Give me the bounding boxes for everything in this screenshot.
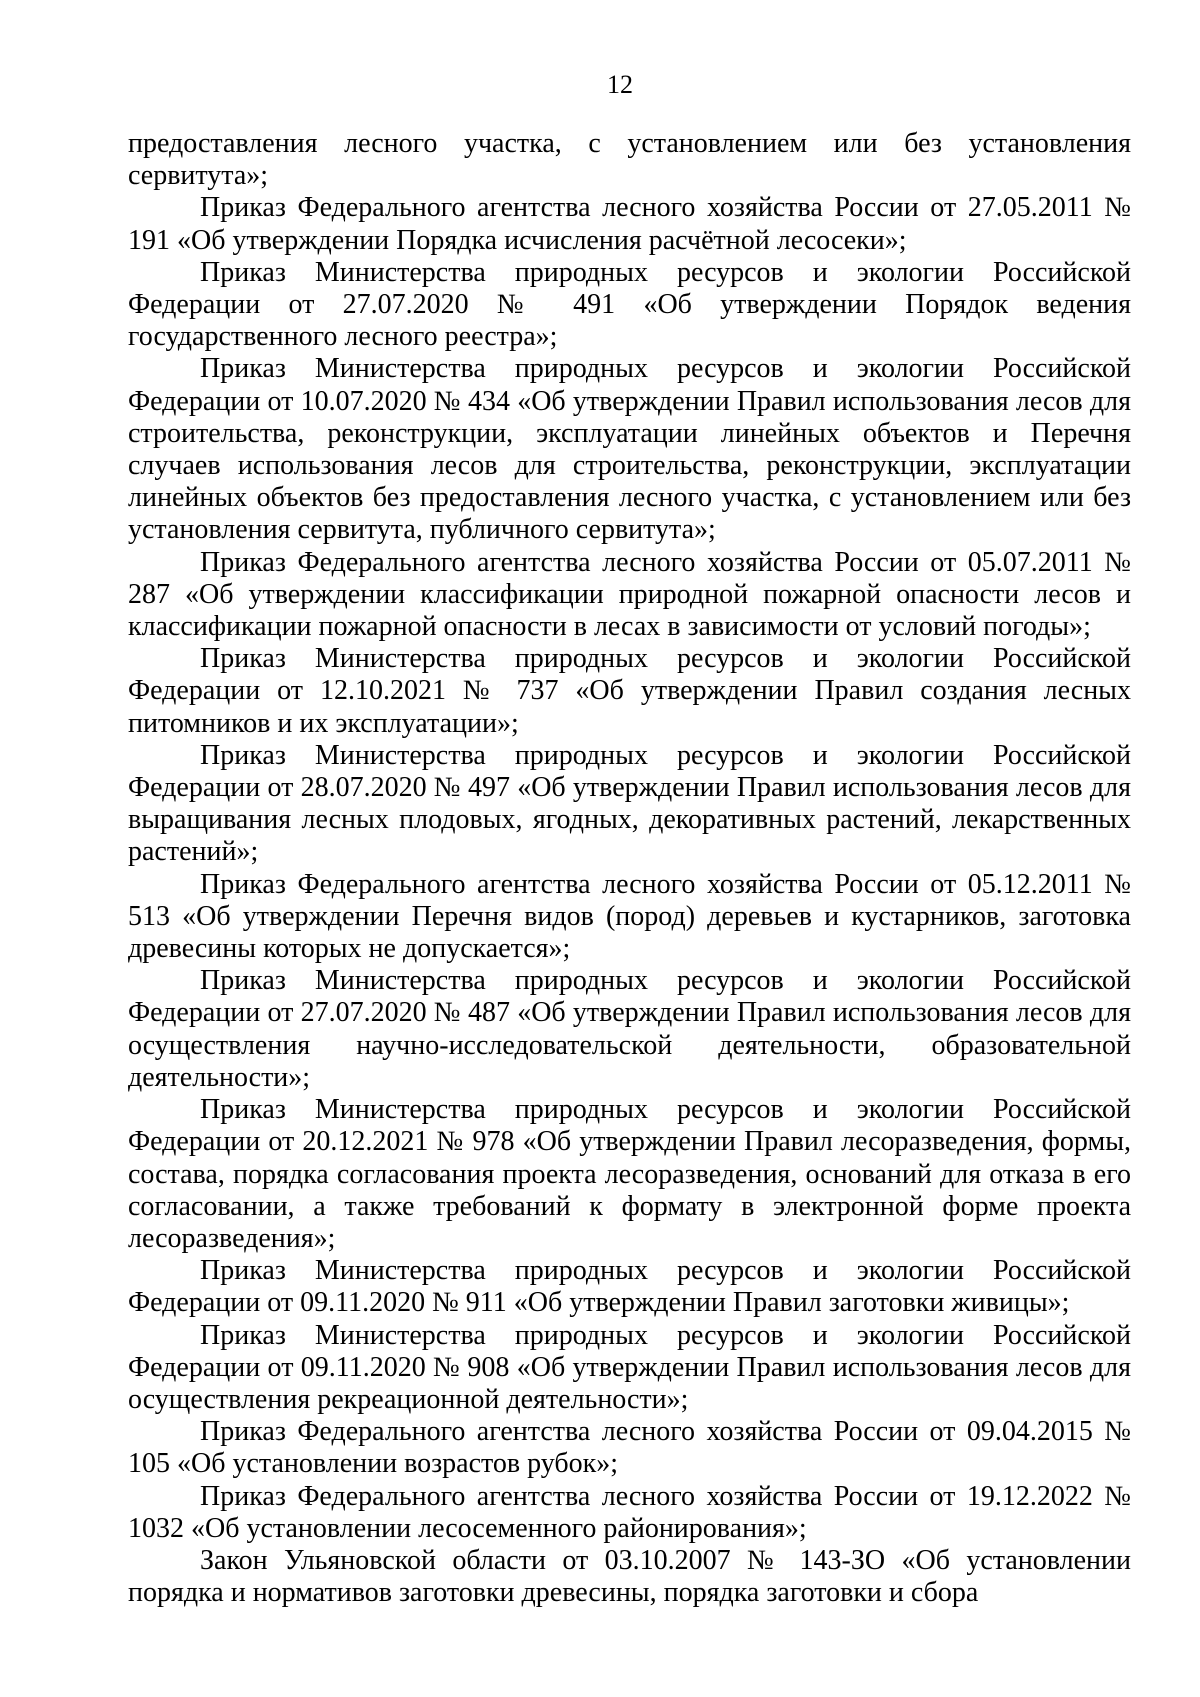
- paragraph-order-rosleskhoz-287: Приказ Федерального агентства лесного хозяйства России от 05.07.2011 № 287 «Об утверждении классификации природной пожарной опасности лесов и классификации пожарной опасности в лесах в зависимости от условий погоды»;: [128, 546, 1131, 643]
- paragraph-order-minprirody-908: Приказ Министерства природных ресурсов и экологии Российской Федерации от 09.11.2020 № 908 «Об утверждении Правил использования лесов для осуществления рекреационной деятельности»;: [128, 1319, 1131, 1415]
- paragraph-order-minprirody-487: Приказ Министерства природных ресурсов и экологии Российской Федерации от 27.07.2020 № 487 «Об утверждении Правил использования лесов для осуществления научно-исследовательской деятельности, образовательной деятельности»;: [128, 965, 1131, 1093]
- paragraph-order-rosleskhoz-105: Приказ Федерального агентства лесного хозяйства России от 09.04.2015 № 105 «Об установлении возрастов рубок»;: [128, 1416, 1131, 1480]
- paragraph-order-minprirody-497: Приказ Министерства природных ресурсов и экологии Российской Федерации от 28.07.2020 № 497 «Об утверждении Правил использования лесов для выращивания лесных плодовых, ягодных, декоративных растений, лекарственных растений»;: [128, 739, 1131, 868]
- paragraph-order-minprirody-737: Приказ Министерства природных ресурсов и экологии Российской Федерации от 12.10.2021 № 737 «Об утверждении Правил создания лесных питомников и их эксплуатации»;: [128, 643, 1131, 739]
- paragraph-order-minprirody-978: Приказ Министерства природных ресурсов и экологии Российской Федерации от 20.12.2021 № 978 «Об утверждении Правил лесоразведения, формы, состава, порядка согласования проекта лесоразведения, оснований для отказа в его согласовании, а также требований к формату в электронной форме проекта лесоразведения»;: [128, 1094, 1131, 1254]
- paragraph-order-minprirody-911: Приказ Министерства природных ресурсов и экологии Российской Федерации от 09.11.2020 № 911 «Об утверждении Правил заготовки живицы»;: [128, 1255, 1131, 1319]
- paragraph-order-minprirody-434: Приказ Министерства природных ресурсов и экологии Российской Федерации от 10.07.2020 № 434 «Об утверждении Правил использования лесов для строительства, реконструкции, эксплуатации линейных объектов и Перечня случаев использования лесов для строительства, реконструкции, эксплуатации линейных объектов без предоставления лесного участка, с установлением или без установления сервитута, публичного сервитута»;: [128, 353, 1131, 546]
- paragraph-order-minprirody-491: Приказ Министерства природных ресурсов и экологии Российской Федерации от 27.07.2020 № 491 «Об утверждении Порядок ведения государственного лесного реестра»;: [128, 256, 1131, 353]
- paragraph-law-ulyanovsk-143: Закон Ульяновской области от 03.10.2007 № 143-ЗО «Об установлении порядка и нормативов заготовки древесины, порядка заготовки и сбора: [128, 1544, 1131, 1609]
- document-body: [128, 128, 1131, 1609]
- paragraph-order-rosleskhoz-513: Приказ Федерального агентства лесного хозяйства России от 05.12.2011 № 513 «Об утверждении Перечня видов (пород) деревьев и кустарников, заготовка древесины которых не допускается»;: [128, 868, 1131, 965]
- paragraph-order-rosleskhoz-1032: Приказ Федерального агентства лесного хозяйства России от 19.12.2022 № 1032 «Об установлении лесосеменного районирования»;: [128, 1480, 1131, 1544]
- paragraph-continuation: предоставления лесного участка, с установлением или без установления сервитута»;: [128, 128, 1131, 192]
- page-number: 12: [607, 70, 633, 99]
- paragraph-order-rosleskhoz-191: Приказ Федерального агентства лесного хозяйства России от 27.05.2011 № 191 «Об утверждении Порядка исчисления расчётной лесосеки»;: [128, 192, 1131, 256]
